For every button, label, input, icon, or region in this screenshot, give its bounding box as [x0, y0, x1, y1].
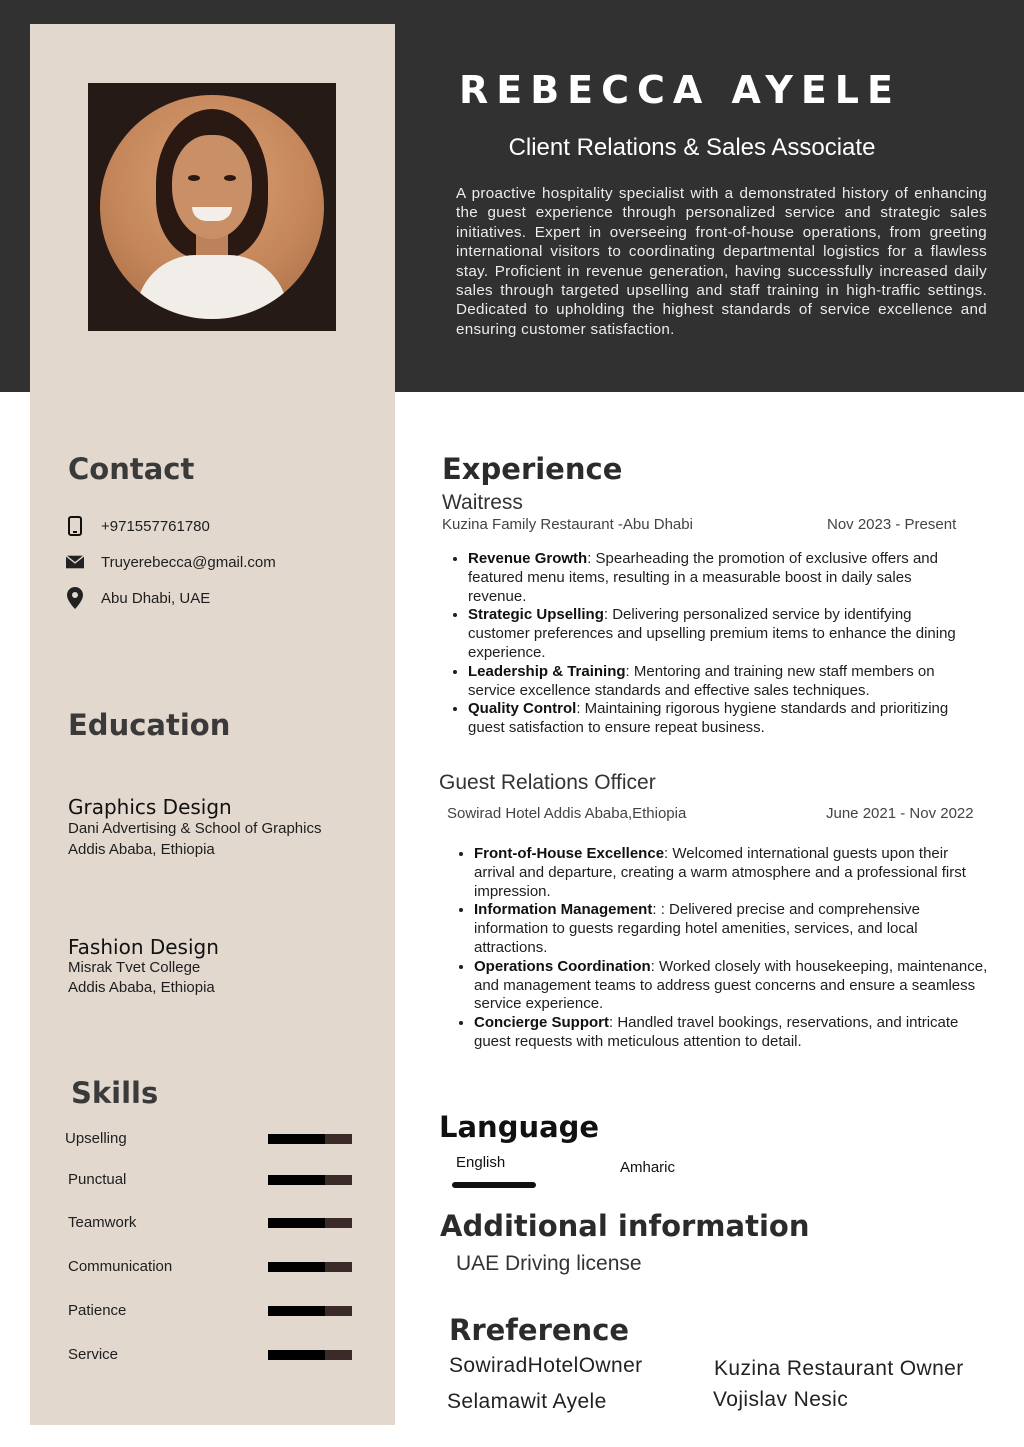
skill-row — [68, 1214, 353, 1234]
job-bullet — [474, 845, 992, 901]
bullet-text: : Delivering personalized service by identifying customer preferences and upselling premium items to enhance the dining experience. — [468, 606, 956, 661]
job-company: Sowirad Hotel Addis Ababa,Ethiopia — [447, 805, 687, 822]
profile-summary: A proactive hospitality specialist with a demonstrated history of enhancing the guest experience through personalized service and strategic sales initiatives. Expert in overseeing front-of-house operations, from greeting international visitors to coordinating departmental logistics for a flawless stay. Proficient in revenue generation, having successfully increased daily sales through targeted upselling and staff training in high-traffic settings. Dedicated to upholding the highest standards of service excellence and ensuring customer satisfaction. — [456, 185, 987, 338]
job-company: Kuzina Family Restaurant -Abu Dhabi — [442, 516, 693, 533]
photo-shirt — [136, 255, 288, 319]
bullet-text: : : Delivered precise and comprehensive information to guests regarding hotel amenities, services, and local attractions. — [474, 901, 920, 956]
job-bullet — [468, 606, 962, 662]
map-pin-icon — [66, 588, 84, 608]
skill-label: Teamwork — [68, 1214, 137, 1231]
skill-bar-fill — [268, 1218, 325, 1228]
job-bullet — [468, 550, 962, 606]
skill-label: Punctual — [68, 1171, 127, 1188]
skill-label: Communication — [68, 1258, 173, 1275]
contact-phone-row — [66, 514, 210, 538]
photo-eye-left — [188, 175, 200, 181]
reference-title: Kuzina Restaurant Owner — [714, 1357, 964, 1380]
skill-label: Patience — [68, 1302, 127, 1319]
bullet-text: : Maintaining rigorous hygiene standards and prioritizing guest satisfaction to ensure repeat business. — [468, 700, 949, 737]
job-bullet — [468, 663, 962, 701]
bullet-title: Concierge Support — [474, 1014, 610, 1032]
reference-heading: Rreference — [449, 1313, 630, 1347]
bullet-title: Leadership & Training — [468, 662, 626, 680]
phone-icon — [66, 516, 84, 536]
additional-text: UAE Driving license — [456, 1252, 642, 1275]
bullet-text: : Handled travel bookings, reservations, and intricate guest requests with meticulous attention to detail. — [474, 1014, 959, 1050]
skill-row — [68, 1302, 353, 1322]
skill-bar-fill — [268, 1175, 325, 1185]
profile-photo — [100, 95, 324, 319]
contact-email[interactable]: Truyerebecca@gmail.com — [101, 553, 276, 571]
job-bullets — [442, 550, 962, 738]
bullet-text: : Welcomed international guests upon their arrival and departure, creating a warm atmosphere and a professional first impression. — [474, 845, 966, 900]
job-role: Waitress — [442, 491, 523, 514]
skill-bar-fill — [268, 1306, 325, 1316]
contact-location: Abu Dhabi, UAE — [101, 589, 211, 607]
job-bullet — [474, 901, 992, 957]
job-bullet — [474, 958, 992, 1014]
language-level-bar — [452, 1182, 536, 1188]
education-place: Addis Ababa, Ethiopia — [68, 841, 215, 858]
experience-heading: Experience — [442, 452, 623, 486]
reference-name: Selamawit Ayele — [447, 1390, 607, 1413]
job-dates: June 2021 - Nov 2022 — [826, 805, 974, 822]
skill-bar-fill — [268, 1350, 325, 1360]
contact-email-row — [66, 550, 276, 574]
photo-eye-right — [224, 175, 236, 181]
bullet-text: : Worked closely with housekeeping, maintenance, and management teams to address guest concerns and ensure a seamless service experience. — [474, 957, 988, 1013]
skill-row — [68, 1258, 353, 1278]
bullet-title: Strategic Upselling — [468, 606, 604, 624]
profile-photo-frame — [88, 83, 336, 331]
education-degree: Graphics Design — [68, 795, 232, 819]
job-role: Guest Relations Officer — [439, 771, 656, 794]
skill-row — [65, 1130, 350, 1150]
bullet-title: Operations Coordination — [474, 957, 651, 975]
skills-heading: Skills — [71, 1076, 159, 1110]
bullet-title: Quality Control — [468, 700, 577, 718]
job-title: Client Relations & Sales Associate — [508, 134, 876, 161]
bullet-title: Information Management — [474, 901, 653, 919]
language-item: English — [456, 1154, 506, 1171]
bullet-title: Front-of-House Excellence — [474, 845, 665, 862]
language-item: Amharic — [620, 1159, 676, 1176]
candidate-name: REBECCA AYELE — [459, 68, 901, 112]
reference-name: Vojislav Nesic — [713, 1388, 849, 1411]
education-heading: Education — [68, 708, 231, 742]
bullet-text: : Mentoring and training new staff members on service excellence standards and effective sales techniques. — [468, 662, 935, 699]
skill-bar-fill — [268, 1134, 325, 1144]
reference-title: SowiradHotelOwner — [449, 1354, 643, 1377]
envelope-icon — [66, 552, 84, 572]
contact-location-row — [66, 586, 210, 610]
skill-bar — [268, 1350, 352, 1360]
additional-heading: Additional information — [440, 1209, 810, 1243]
skill-bar — [268, 1262, 352, 1272]
contact-phone[interactable]: +971557761780 — [101, 517, 210, 535]
job-bullets — [448, 845, 992, 1052]
skill-label: Upselling — [65, 1130, 127, 1147]
education-school: Dani Advertising & School of Graphics — [68, 820, 322, 837]
skill-row — [68, 1171, 353, 1191]
skill-bar — [268, 1218, 352, 1228]
bullet-title: Revenue Growth — [468, 550, 588, 567]
language-heading: Language — [439, 1110, 600, 1144]
contact-heading: Contact — [68, 452, 195, 486]
job-bullet — [468, 700, 962, 738]
education-place: Addis Ababa, Ethiopia — [68, 979, 215, 996]
education-degree: Fashion Design — [68, 935, 219, 959]
skill-label: Service — [68, 1346, 119, 1363]
skill-bar — [268, 1306, 352, 1316]
skill-bar — [268, 1134, 352, 1144]
job-bullet — [474, 1014, 992, 1052]
skill-row — [68, 1346, 353, 1366]
photo-face — [172, 135, 252, 239]
skill-bar-fill — [268, 1262, 325, 1272]
skill-bar — [268, 1175, 352, 1185]
education-school: Misrak Tvet College — [68, 959, 201, 976]
job-dates: Nov 2023 - Present — [827, 516, 957, 533]
bullet-text: : Spearheading the promotion of exclusive offers and featured menu items, resulting in a measurable boost in daily sales revenue. — [468, 550, 938, 605]
